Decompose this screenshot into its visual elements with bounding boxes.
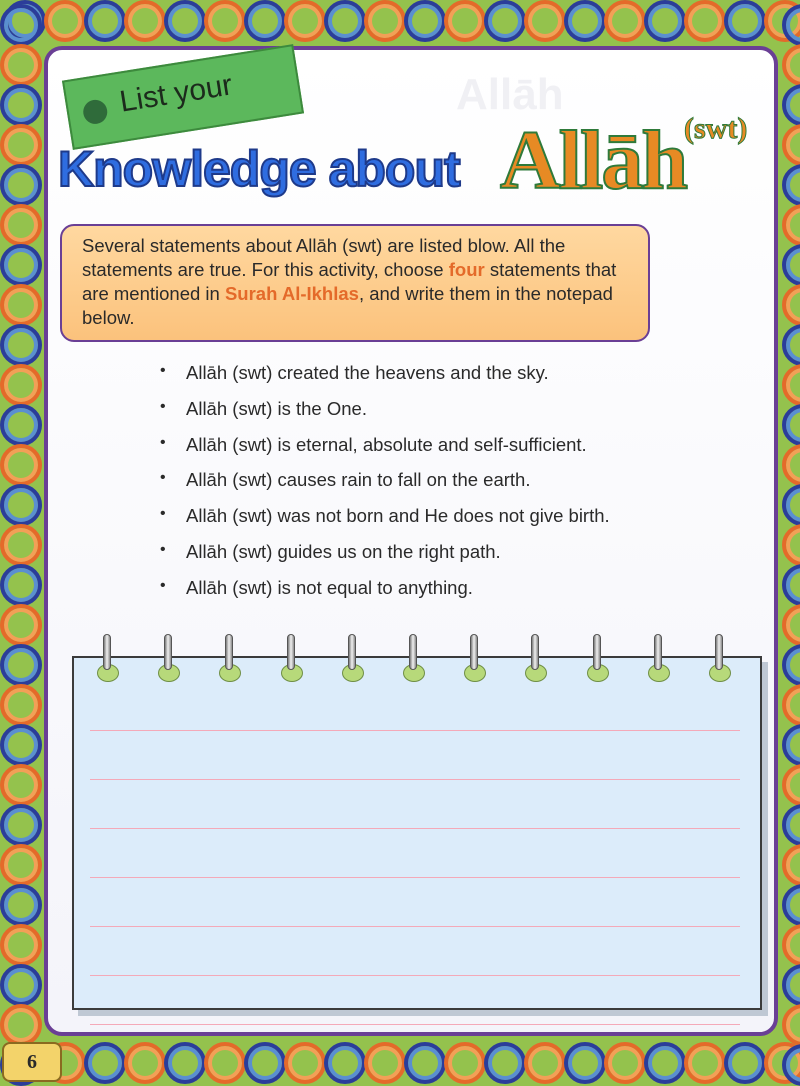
page-title: Knowledge about bbox=[58, 141, 460, 197]
list-item bbox=[160, 398, 610, 434]
bullet-icon: • bbox=[160, 576, 166, 594]
list-item bbox=[160, 362, 610, 398]
notepad-rule-line bbox=[90, 730, 740, 731]
ornament-knot-icon bbox=[164, 1042, 206, 1084]
ornament-knot-icon bbox=[782, 884, 800, 926]
tag-label: List your bbox=[117, 68, 235, 119]
ornament-knot-icon bbox=[484, 0, 526, 42]
ornament-knot-icon bbox=[0, 84, 42, 126]
ornament-knot-icon bbox=[0, 564, 42, 606]
notepad-rule-line bbox=[90, 828, 740, 829]
ornament-knot-icon bbox=[124, 1042, 166, 1084]
ornament-knot-icon bbox=[524, 0, 566, 42]
ornament-knot-icon bbox=[444, 0, 486, 42]
ornament-knot-icon bbox=[204, 1042, 246, 1084]
ornament-knot-icon bbox=[604, 0, 646, 42]
notepad-rule-line bbox=[90, 779, 740, 780]
ornament-knot-icon bbox=[782, 84, 800, 126]
statement-text: Allāh (swt) causes rain to fall on the earth. bbox=[186, 469, 531, 491]
ornament-knot-icon bbox=[0, 764, 42, 806]
ornament-knot-icon bbox=[0, 44, 42, 86]
ornament-knot-icon bbox=[782, 964, 800, 1006]
ornament-knot-icon bbox=[244, 0, 286, 42]
ornament-knot-icon bbox=[782, 644, 800, 686]
spiral-ring-icon bbox=[467, 634, 481, 676]
ornament-knot-icon bbox=[782, 524, 800, 566]
instructions-highlight-four: four bbox=[448, 259, 485, 280]
spiral-ring-icon bbox=[590, 634, 604, 676]
ornament-border-left bbox=[0, 0, 44, 1086]
bullet-icon: • bbox=[160, 362, 166, 379]
ornament-knot-icon bbox=[782, 484, 800, 526]
ornament-knot-icon bbox=[0, 364, 42, 406]
bullet-icon: • bbox=[160, 433, 166, 451]
ornament-border-right bbox=[782, 0, 800, 1086]
ornament-knot-icon bbox=[244, 1042, 286, 1084]
ornament-knot-icon bbox=[0, 204, 42, 246]
ornament-knot-icon bbox=[0, 844, 42, 886]
bullet-icon: • bbox=[160, 505, 166, 523]
ornament-knot-icon bbox=[782, 284, 800, 326]
list-item bbox=[160, 469, 610, 505]
ornament-knot-icon bbox=[0, 804, 42, 846]
list-item bbox=[160, 434, 610, 470]
spiral-ring-icon bbox=[284, 634, 298, 676]
ornament-border-bottom bbox=[0, 1040, 800, 1086]
ornament-knot-icon bbox=[0, 644, 42, 686]
spiral-ring-icon bbox=[712, 634, 726, 676]
ornament-knot-icon bbox=[284, 1042, 326, 1084]
ornament-knot-icon bbox=[0, 164, 42, 206]
spiral-ring-icon bbox=[100, 634, 114, 676]
ornament-knot-icon bbox=[782, 124, 800, 166]
ornament-knot-icon bbox=[782, 604, 800, 646]
ornament-knot-icon bbox=[164, 0, 206, 42]
ornament-knot-icon bbox=[0, 604, 42, 646]
ornament-knot-icon bbox=[782, 44, 800, 86]
ornament-knot-icon bbox=[0, 684, 42, 726]
ornament-knot-icon bbox=[364, 0, 406, 42]
notepad-rule-line bbox=[90, 1024, 740, 1025]
ornament-knot-icon bbox=[644, 1042, 686, 1084]
bullet-icon: • bbox=[160, 469, 166, 487]
ornament-knot-icon bbox=[564, 1042, 606, 1084]
ornament-knot-icon bbox=[524, 1042, 566, 1084]
statement-text: Allāh (swt) is eternal, absolute and self-sufficient. bbox=[186, 433, 587, 455]
ornament-knot-icon bbox=[0, 484, 42, 526]
ornament-knot-icon bbox=[0, 404, 42, 446]
instructions-text-1: Several statements about Allāh (swt) are listed blow. All the statements are true. For this activity, choose bbox=[82, 235, 566, 280]
statement-text: Allāh (swt) is not equal to anything. bbox=[186, 576, 473, 598]
ornament-knot-icon bbox=[782, 1044, 800, 1086]
spiral-ring-icon bbox=[406, 634, 420, 676]
bullet-icon: • bbox=[160, 397, 166, 415]
ornament-knot-icon bbox=[684, 1042, 726, 1084]
ornament-knot-icon bbox=[204, 0, 246, 42]
ornament-border-top bbox=[0, 0, 800, 44]
instructions-highlight-surah: Surah Al-Ikhlas bbox=[224, 283, 359, 304]
tag-dot-icon bbox=[82, 98, 109, 125]
notepad-rule-line bbox=[90, 926, 740, 927]
ornament-knot-icon bbox=[564, 0, 606, 42]
ornament-knot-icon bbox=[0, 884, 42, 926]
ornament-knot-icon bbox=[364, 1042, 406, 1084]
ornament-knot-icon bbox=[724, 1042, 766, 1084]
spiral-ring-icon bbox=[651, 634, 665, 676]
ornament-knot-icon bbox=[404, 0, 446, 42]
ornament-knot-icon bbox=[0, 1004, 42, 1046]
ornament-knot-icon bbox=[782, 804, 800, 846]
ornament-knot-icon bbox=[0, 4, 42, 46]
ornament-knot-icon bbox=[782, 204, 800, 246]
spiral-ring-icon bbox=[345, 634, 359, 676]
ornament-knot-icon bbox=[782, 844, 800, 886]
ornament-knot-icon bbox=[782, 724, 800, 766]
instructions-box bbox=[60, 224, 650, 342]
ornament-knot-icon bbox=[0, 964, 42, 1006]
ornament-knot-icon bbox=[0, 724, 42, 766]
ornament-knot-icon bbox=[84, 0, 126, 42]
ornament-knot-icon bbox=[782, 364, 800, 406]
ornament-knot-icon bbox=[644, 0, 686, 42]
ornament-knot-icon bbox=[724, 0, 766, 42]
ornament-knot-icon bbox=[0, 244, 42, 286]
ornament-knot-icon bbox=[444, 1042, 486, 1084]
bullet-icon: • bbox=[160, 540, 166, 558]
ornament-knot-icon bbox=[0, 924, 42, 966]
ornament-knot-icon bbox=[284, 0, 326, 42]
list-item bbox=[160, 541, 610, 577]
ornament-knot-icon bbox=[0, 324, 42, 366]
ornament-knot-icon bbox=[782, 444, 800, 486]
ornament-knot-icon bbox=[782, 924, 800, 966]
spiral-ring-icon bbox=[161, 634, 175, 676]
spiral-ring-icon bbox=[528, 634, 542, 676]
ornament-knot-icon bbox=[0, 124, 42, 166]
notepad-rule-line bbox=[90, 877, 740, 878]
ornament-knot-icon bbox=[324, 1042, 366, 1084]
ornament-knot-icon bbox=[0, 284, 42, 326]
ornament-knot-icon bbox=[324, 0, 366, 42]
statement-text: Allāh (swt) is the One. bbox=[186, 397, 367, 419]
statement-text: Allāh (swt) was not born and He does not give birth. bbox=[186, 505, 610, 527]
ornament-knot-icon bbox=[0, 444, 42, 486]
ornament-knot-icon bbox=[782, 324, 800, 366]
ornament-knot-icon bbox=[404, 1042, 446, 1084]
instructions-text-2: statements that are mentioned in bbox=[82, 259, 617, 304]
page-number: 6 bbox=[2, 1042, 62, 1082]
statement-text: Allāh (swt) guides us on the right path. bbox=[186, 540, 501, 562]
spiral-ring-icon bbox=[222, 634, 236, 676]
ornament-knot-icon bbox=[782, 564, 800, 606]
ornament-knot-icon bbox=[782, 1004, 800, 1046]
ornament-knot-icon bbox=[782, 764, 800, 806]
statement-list bbox=[160, 362, 610, 613]
ornament-knot-icon bbox=[604, 1042, 646, 1084]
notepad-writing-area[interactable] bbox=[72, 656, 762, 1010]
ornament-knot-icon bbox=[124, 0, 166, 42]
title-allah: Allāh bbox=[500, 114, 687, 207]
ornament-knot-icon bbox=[84, 1042, 126, 1084]
ornament-knot-icon bbox=[44, 0, 86, 42]
ornament-knot-icon bbox=[782, 244, 800, 286]
ornament-knot-icon bbox=[782, 164, 800, 206]
ornament-knot-icon bbox=[484, 1042, 526, 1084]
ornament-knot-icon bbox=[0, 524, 42, 566]
background-watermark-text: Allāh bbox=[456, 70, 564, 119]
list-item bbox=[160, 505, 610, 541]
statement-text: Allāh (swt) created the heavens and the sky. bbox=[186, 362, 549, 383]
ornament-knot-icon bbox=[782, 684, 800, 726]
list-item bbox=[160, 577, 610, 613]
ornament-knot-icon bbox=[782, 404, 800, 446]
title-swt: (swt) bbox=[684, 112, 748, 145]
ornament-knot-icon bbox=[684, 0, 726, 42]
notepad-rule-line bbox=[90, 975, 740, 976]
ornament-knot-icon bbox=[782, 4, 800, 46]
instructions-text-3: , and write them in the notepad below. bbox=[82, 283, 613, 328]
